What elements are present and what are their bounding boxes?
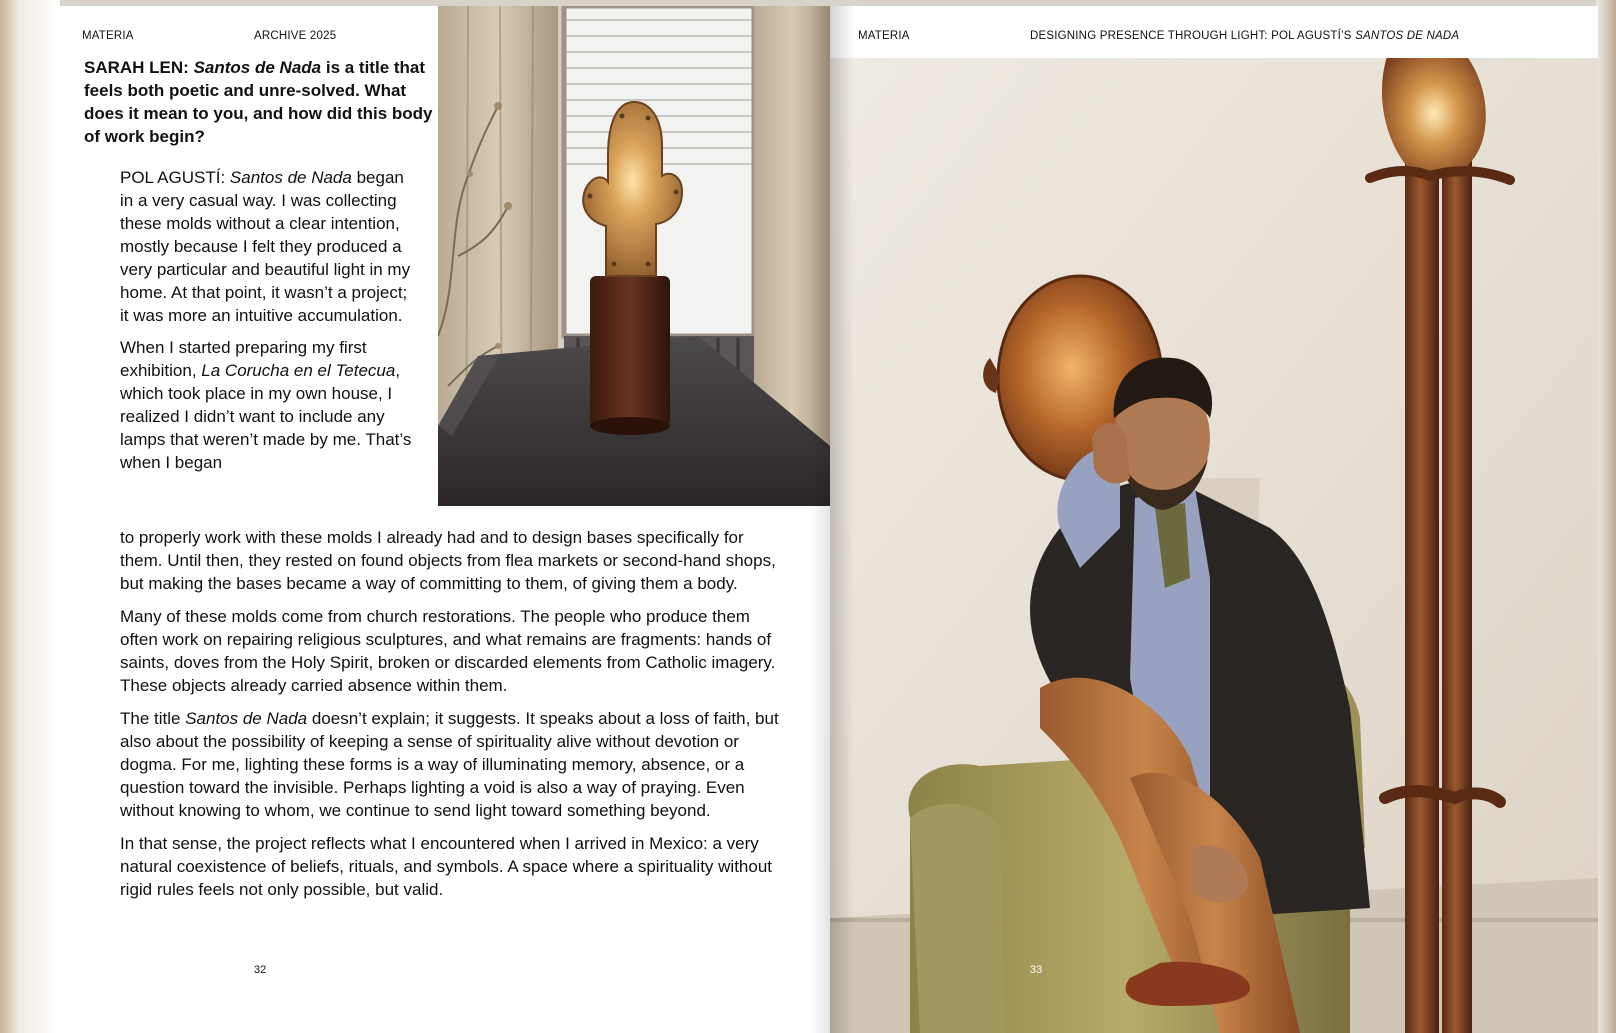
answer-p4-text: doesn’t explain; it suggests. It speaks about a loss of faith, but also about the possibility of keeping a sense of spirituality alive without devotion or dogma. For me, lighting these forms is a way of illuminating memory, absence, or a question toward the invisible. Perhaps lighting a void is also a way of praying. Even without knowing to whom, we continue to send light toward something beyond.: [120, 709, 779, 820]
lamp-photo-illustration: [438, 6, 830, 506]
question-title: Santos de Nada: [193, 58, 322, 77]
interview-question: [84, 56, 434, 148]
right-header-section-title: SANTOS DE NADA: [1355, 30, 1460, 42]
book-edge-right: [1596, 0, 1616, 1033]
answer-speaker: POL AGUSTÍ:: [120, 168, 226, 187]
answer-p1-text: began in a very casual way. I was collecting these molds without a clear intention, mostly because I felt they produced a very particular and beautiful light in my home. At that point, it wasn’t a project; it was more an intuitive accumulation.: [120, 168, 411, 325]
answer-paragraph-1: [120, 166, 420, 327]
question-speaker: SARAH LEN:: [84, 58, 189, 77]
right-header-section: [1030, 30, 1459, 42]
right-page: [830, 6, 1598, 1033]
left-page: [58, 6, 830, 1033]
answer-column-wide: [120, 526, 780, 911]
answer-p2-mid: , which took place in my own house, I realized I didn’t want to include any lamps that weren’t made by me. That’s when I began: [120, 361, 412, 472]
answer-column-narrow: [120, 166, 420, 483]
question-text: is a title that feels both poetic and unre-solved. What does it mean to you, and how did this body of work begin?: [84, 58, 433, 146]
exhibition-title: La Corucha en el Tetecua: [201, 361, 396, 380]
right-header-section-text: DESIGNING PRESENCE THROUGH LIGHT: POL AGUSTÍ’S: [1030, 30, 1356, 42]
book-edge-left: [0, 0, 60, 1033]
left-header-section: ARCHIVE 2025: [254, 30, 337, 42]
lamp-photo: [438, 6, 830, 506]
answer-paragraph-3: Many of these molds come from church restorations. The people who produce them often work on repairing religious sculptures, and what remains are fragments: hands of saints, doves from the Holy Spirit, broken or discarded elements from Catholic imagery. These objects already carried absence within them.: [120, 607, 776, 695]
answer-paragraph-4: [120, 707, 780, 822]
answer-p4-start: The title: [120, 709, 186, 728]
answer-p2-start: When I started preparing my first exhibition,: [120, 338, 367, 380]
answer-paragraph-2-start: [120, 336, 420, 474]
left-header-brand: MATERIA: [82, 30, 134, 42]
page-number-left: 32: [254, 964, 267, 976]
page-number-right: 33: [1030, 964, 1043, 976]
answer-p4-title: Santos de Nada: [185, 709, 308, 728]
answer-paragraph-2-end: to properly work with these molds I already had and to design bases specifically for them. Until then, they rested on found objects from flea markets or second-hand shops, but making the bases became a way of committing to them, of giving them a body.: [120, 528, 776, 593]
portrait-photo: [830, 58, 1598, 1033]
right-header-brand: MATERIA: [858, 30, 910, 42]
portrait-photo-illustration: [830, 58, 1598, 1033]
answer-paragraph-5: In that sense, the project reflects what I encountered when I arrived in Mexico: a very natural coexistence of beliefs, rituals, and symbols. A space where a spirituality without rigid rules feels not only possible, but valid.: [120, 834, 773, 899]
answer-p1-title: Santos de Nada: [229, 168, 352, 187]
